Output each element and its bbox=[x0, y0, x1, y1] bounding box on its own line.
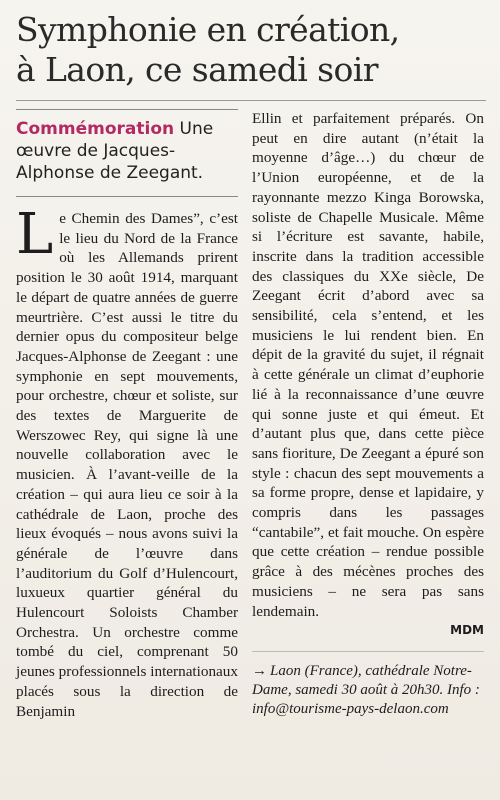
headline bbox=[16, 10, 486, 90]
body-right: Ellin et parfaitement préparés. On peut en dire autant (n’était la moyenne d’âge…) du chœur de l’Union européenne, et de la rayonnante mezzo Kinga Borowska, soliste de Chapelle Musicale. Même si l’écriture est savante, habile, inscrite dans la tradition accessible des classiques du XXe siècle, De Zeegant écrit d’abord avec sa sensibilité, cela s’entend, et les musiciens le lui rendent bien. En dépit de la gravité du sujet, il régnait à cette générale un climat d’euphorie lié à la reconnaissance d’une œuvre qui sonne juste et qui émeut. Et d’autant plus que, dans cette pièce sans fioriture, De Zeegant a épuré son style : chacun des sept mouvements a sa forme propre, dense et lapidaire, y compris dans les passages “cantabile”, et fait mouche. On espère que cette création – rendue possible grâce à des mécènes proches des musiciens – ne sera pas sans lendemain. bbox=[252, 110, 484, 620]
drop-cap: L bbox=[16, 202, 54, 267]
headline-rule bbox=[16, 100, 486, 101]
deck bbox=[16, 109, 238, 197]
headline-line-2: à Laon, ce samedi soir bbox=[16, 50, 378, 89]
body-left-text: e Chemin des Dames”, c’est le lieu du Nord de la France où les Allemands prirent position le 30 août 1914, marquant le départ de quatre années de guerre meurtrière. C’est aussi le titre du dernier opus du compositeur belge Jacques-Alphonse de Zeegant : une symphonie en sept mouvements, pour orchestre, chœur et soliste, sur des textes de Marguerite de Werszowec Rey, qui signe là une nouvelle collaboration avec le musicien. À l’avant-veille de la création – qui aura lieu ce soir à la cathédrale de Laon, proche des lieux évoqués – nous avons suivi la générale de l’œuvre dans l’auditorium du Golf d’Hulencourt, luxueux quartier général du Hulencourt Soloists Chamber Orchestra. Un orchestre comme tombé du ciel, comprenant 50 jeunes professionnels internationaux placés sous la direction de Benjamin bbox=[16, 210, 238, 720]
right-column bbox=[252, 109, 484, 721]
event-info-text: Laon (France), cathédrale Notre-Dame, samedi 30 août à 20h30. Info : info@tourisme-pays-delaon.com bbox=[252, 663, 480, 718]
event-info bbox=[252, 651, 484, 719]
author-signature: MDM bbox=[450, 623, 484, 638]
body-left bbox=[16, 202, 238, 721]
arrow-right-icon: → bbox=[252, 663, 267, 680]
headline-line-1: Symphonie en création, bbox=[16, 10, 400, 49]
left-column bbox=[16, 109, 238, 721]
deck-text: Une œuvre de Jacques-Alphonse de Zeegant. bbox=[16, 119, 214, 183]
kicker: Commémoration bbox=[16, 119, 175, 139]
article-columns bbox=[16, 109, 486, 721]
